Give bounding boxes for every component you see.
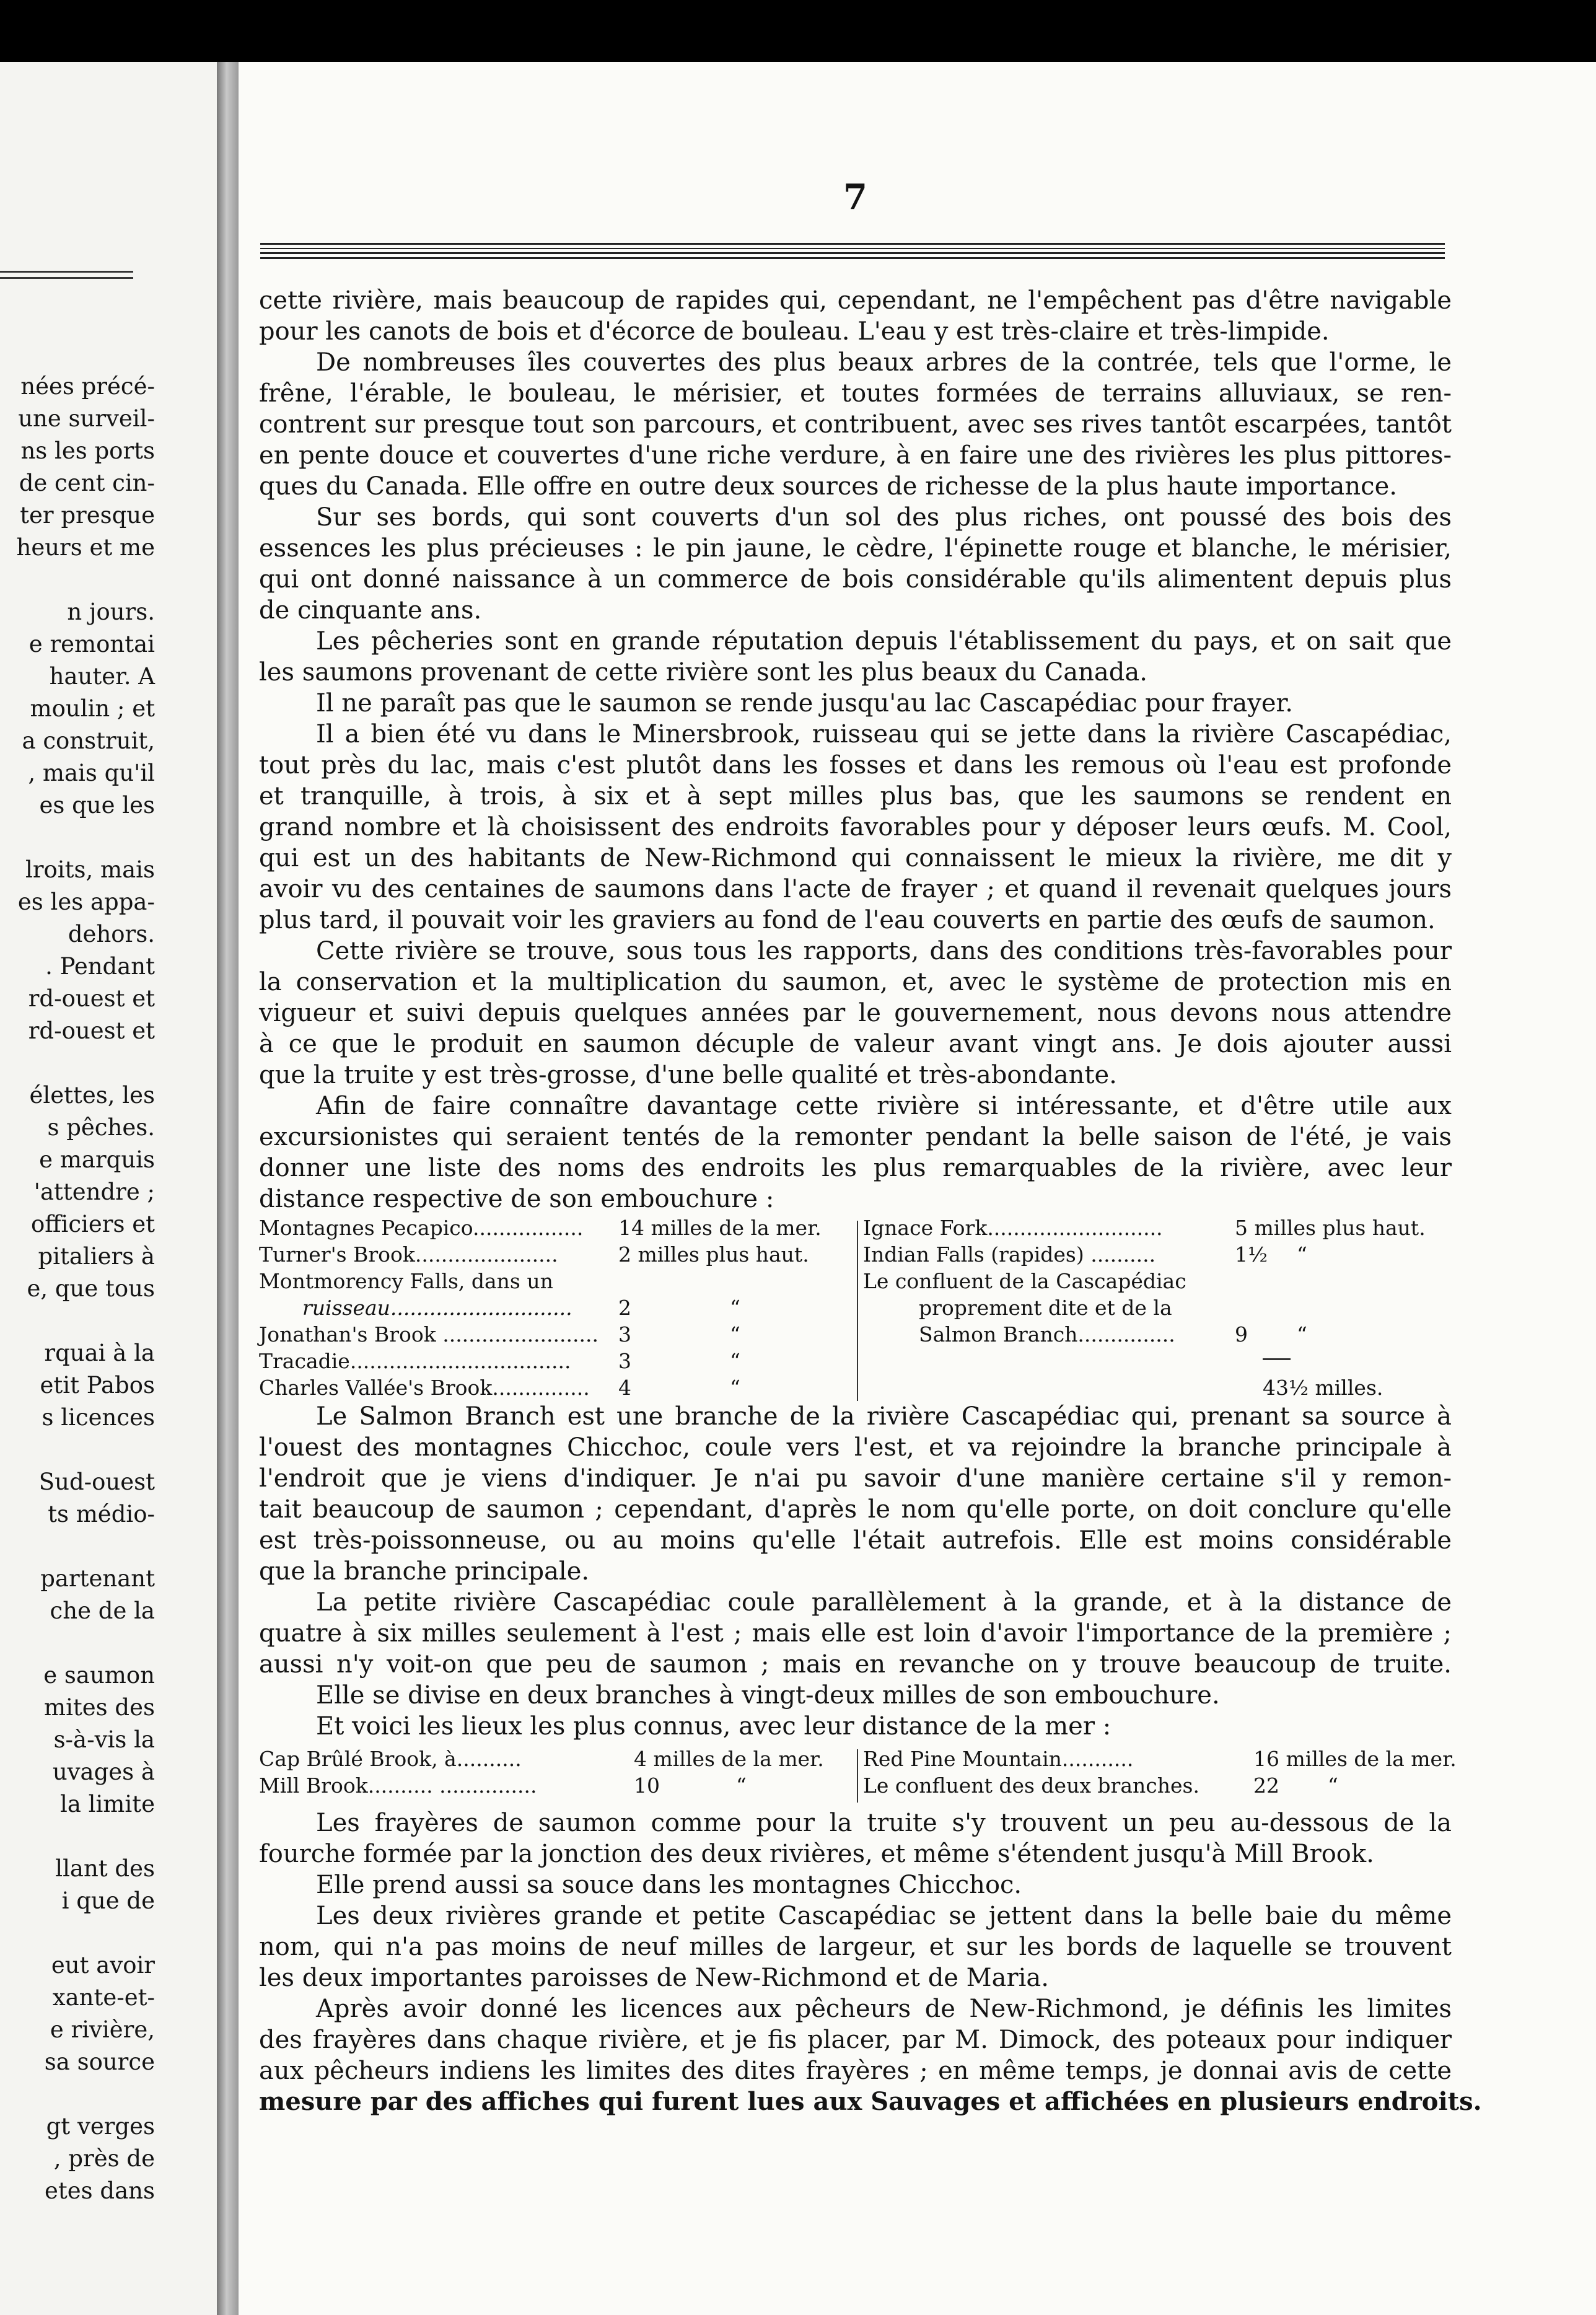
- paragraph-block: [259, 285, 1452, 1215]
- table-row: [259, 1294, 854, 1321]
- place-name: [863, 1376, 870, 1400]
- header-rule: [260, 248, 1445, 249]
- ditto-mark: “: [730, 1376, 740, 1400]
- table-right-column: [863, 1215, 1452, 1401]
- text-line: qui est un des habitants de New-Richmond qui connaissent le mieux la rivière, me dit y: [259, 844, 1452, 872]
- left-page-line: [0, 1305, 217, 1337]
- text-line: les deux importantes paroisses de New-Richmond et de Maria.: [259, 1964, 1049, 1992]
- text-line: Et voici les lieux les plus connus, avec leur distance de la mer :: [316, 1712, 1112, 1741]
- left-page-line: . Pendant: [45, 953, 155, 980]
- left-page-line: [0, 1627, 217, 1659]
- left-page-line: gt verges: [46, 2113, 155, 2140]
- distance-value: 2: [618, 1296, 631, 1320]
- left-page-rule: [0, 277, 133, 279]
- left-page-fragment: [0, 62, 217, 2315]
- distance-value: 22: [1253, 1773, 1279, 1798]
- header-rule: [260, 252, 1445, 254]
- book-gutter: [217, 62, 239, 2315]
- place-name: Charles Vallée's Brook...............: [259, 1376, 590, 1400]
- text-line: vigueur et suivi depuis quelques années par le gouvernement, nous devons nous attendre: [259, 999, 1452, 1027]
- place-name: [863, 1349, 870, 1373]
- left-page-line: [0, 1434, 217, 1466]
- text-line: nom, qui n'a pas moins de neuf milles de largeur, et sur les bords de laquelle se trouvent: [259, 1933, 1452, 1961]
- left-page-line: eut avoir: [51, 1952, 155, 1979]
- left-page-line: rd-ouest et: [28, 1017, 155, 1044]
- text-line: aux pêcheurs indiens les limites des dites frayères ; en même temps, je donnai avis de cette: [259, 2057, 1452, 2085]
- body-text: [259, 285, 1482, 2117]
- left-page-line: ts médio-: [48, 1501, 155, 1527]
- place-name: Montagnes Pecapico.................: [259, 1216, 584, 1240]
- table-row: [863, 1268, 1452, 1294]
- left-page-line: che de la: [50, 1597, 155, 1624]
- table-row: [259, 1772, 854, 1799]
- left-page-line: partenant: [40, 1565, 155, 1592]
- ditto-mark: “: [730, 1296, 740, 1320]
- left-page-line: [0, 2078, 217, 2111]
- distance-value: 4 milles de la mer.: [634, 1747, 824, 1771]
- left-page-rule: [0, 271, 133, 273]
- table-row: [863, 1215, 1452, 1241]
- ditto-mark: “: [730, 1349, 740, 1373]
- left-page-line: e saumon: [43, 1662, 155, 1689]
- text-line: tait beaucoup de saumon ; cependant, d'après le nom qu'elle porte, on doit conclure qu'elle: [259, 1495, 1452, 1524]
- left-page-line: n jours.: [67, 599, 155, 625]
- table-row: [863, 1241, 1452, 1268]
- ditto-mark: “: [1297, 1242, 1307, 1267]
- text-line: à ce que le produit en saumon décuple de valeur avant vingt ans. Je dois ajouter aussi: [259, 1030, 1452, 1058]
- left-page-line: a construit,: [22, 727, 155, 754]
- table-row: [863, 1746, 1457, 1772]
- left-page-line: 'attendre ;: [33, 1179, 155, 1205]
- left-page-line: , près de: [53, 2145, 155, 2172]
- table-row: [259, 1746, 854, 1772]
- left-page-line: Sud-ouest: [38, 1469, 155, 1495]
- table-row: [863, 1772, 1452, 1799]
- left-page-line: es les appa-: [17, 889, 155, 915]
- left-page-line: mites des: [43, 1694, 155, 1721]
- left-page-line: ter presque: [20, 502, 155, 529]
- text-line: Elle prend aussi sa souce dans les montagnes Chicchoc.: [316, 1871, 1022, 1899]
- text-line: Les deux rivières grande et petite Cascapédiac se jettent dans la belle baie du même: [316, 1902, 1452, 1930]
- left-page-line: hauter. A: [49, 663, 155, 690]
- text-line: en pente douce et couvertes d'une riche verdure, à en faire une des rivières les plus pittores-: [259, 441, 1452, 470]
- text-line: cette rivière, mais beaucoup de rapides qui, cependant, ne l'empêchent pas d'être navigable: [259, 286, 1452, 315]
- place-distance-table: [259, 1746, 1457, 1808]
- left-page-line: llant des: [55, 1855, 155, 1882]
- text-line: tout près du lac, mais c'est plutôt dans les fosses et dans les remous où l'eau est profonde: [259, 751, 1452, 780]
- text-line: Les frayères de saumon comme pour la truite s'y trouvent un peu au-dessous de la: [316, 1809, 1452, 1837]
- text-line: la conservation et la multiplication du saumon, et, avec le système de protection mis en: [259, 968, 1452, 996]
- table-divider: [857, 1749, 858, 1803]
- distance-value: 2 milles plus haut.: [618, 1242, 809, 1267]
- text-line: qui ont donné naissance à un commerce de bois considérable qu'ils alimentent depuis plus: [259, 565, 1452, 594]
- place-name: Turner's Brook......................: [259, 1242, 558, 1267]
- text-line: et tranquille, à trois, à six et à sept milles plus bas, que les saumons se rendent en: [259, 782, 1452, 810]
- left-page-line: pitaliers à: [38, 1243, 155, 1270]
- left-page-line: ns les ports: [20, 437, 155, 464]
- left-page-line: dehors.: [68, 921, 155, 947]
- place-name: Mill Brook.......... ...............: [259, 1773, 537, 1798]
- ditto-mark: “: [736, 1773, 747, 1798]
- left-page-line: s licences: [42, 1404, 155, 1431]
- header-rule: [260, 257, 1445, 259]
- text-line: l'ouest des montagnes Chicchoc, coule vers l'est, et va rejoindre la branche principale à: [259, 1433, 1452, 1462]
- left-page-line: [0, 1917, 217, 1949]
- text-line: Afin de faire connaître davantage cette rivière si intéressante, et d'être utile aux: [316, 1092, 1452, 1120]
- left-page-line: rquai à la: [44, 1340, 155, 1366]
- table-row: [863, 1374, 1452, 1401]
- text-line: essences les plus précieuses : le pin jaune, le cèdre, l'épinette rouge et blanche, le mérisier,: [259, 534, 1452, 563]
- left-page-line: etit Pabos: [40, 1372, 155, 1399]
- left-page-line: i que de: [61, 1887, 155, 1914]
- table-row: [863, 1348, 1452, 1374]
- place-name: Red Pine Mountain...........: [863, 1747, 1134, 1771]
- place-name: Jonathan's Brook ........................: [259, 1322, 598, 1346]
- place-name: Salmon Branch...............: [919, 1322, 1175, 1346]
- left-page-line: officiers et: [30, 1211, 155, 1237]
- distance-value: 5 milles plus haut.: [1235, 1216, 1426, 1240]
- left-page-line: sa source: [44, 2049, 155, 2075]
- place-name: Indian Falls (rapides) ..........: [863, 1242, 1156, 1267]
- place-name: Ignace Fork...........................: [863, 1216, 1163, 1240]
- left-page-line: xante-et-: [52, 1984, 155, 2011]
- left-page-line: etes dans: [45, 2177, 155, 2204]
- left-page-line: [0, 1531, 217, 1563]
- text-line: quatre à six milles seulement à l'est ; mais elle est loin d'avoir l'importance de la première ;: [259, 1619, 1452, 1648]
- text-line: l'endroit que je viens d'indiquer. Je n'ai pu savoir d'une manière certaine s'il y remon-: [259, 1464, 1452, 1493]
- table-row: [259, 1374, 854, 1401]
- table-row: [259, 1321, 854, 1348]
- place-name: Cap Brûlé Brook, à..........: [259, 1747, 522, 1771]
- text-line: Le Salmon Branch est une branche de la rivière Cascapédiac qui, prenant sa source à: [316, 1402, 1452, 1431]
- text-line: excursionistes qui seraient tentés de la remonter pendant la belle saison de l'été, je vais: [259, 1123, 1452, 1151]
- place-name: Montmorency Falls, dans un: [259, 1269, 553, 1293]
- text-line: les saumons provenant de cette rivière sont les plus beaux du Canada.: [259, 658, 1147, 687]
- table-left-column: [259, 1746, 854, 1799]
- ditto-mark: “: [1297, 1322, 1307, 1346]
- left-page-line: [0, 1821, 217, 1853]
- text-line: De nombreuses îles couvertes des plus beaux arbres de la contrée, tels que l'orme, le: [316, 348, 1452, 377]
- left-page-line: élettes, les: [29, 1082, 155, 1109]
- left-page-line: moulin ; et: [30, 695, 155, 722]
- distance-value: 14 milles de la mer.: [618, 1216, 822, 1240]
- left-page-line: [0, 822, 217, 854]
- distance-value: 1½: [1235, 1242, 1268, 1267]
- ditto-mark: “: [730, 1322, 740, 1346]
- text-line: aussi n'y voit-on que peu de saumon ; mais en revanche on y trouve beaucoup de truite.: [259, 1650, 1452, 1679]
- left-page-line: e, que tous: [27, 1275, 155, 1302]
- left-page-line: e rivière,: [50, 2016, 155, 2043]
- text-line: contrent sur presque tout son parcours, et contribuent, avec ses rives tantôt escarpées, tantôt: [259, 410, 1452, 439]
- table-right-column: [863, 1746, 1457, 1799]
- text-line: La petite rivière Cascapédiac coule parallèlement à la grande, et à la distance de: [316, 1588, 1452, 1617]
- table-row: [863, 1321, 1452, 1348]
- left-page-line: e marquis: [39, 1146, 155, 1173]
- left-page-line: rd-ouest et: [28, 985, 155, 1012]
- text-line: de cinquante ans.: [259, 596, 482, 625]
- text-line: distance respective de son embouchure :: [259, 1185, 774, 1213]
- left-page-line: [0, 1047, 217, 1079]
- left-page-line: une surveil-: [18, 405, 155, 432]
- place-name: Le confluent de la Cascapédiac: [863, 1269, 1186, 1293]
- paragraph-block: [259, 1401, 1452, 1742]
- place-distance-table: [259, 1215, 1452, 1401]
- left-page-line: nées précé-: [20, 373, 155, 400]
- paragraph-block: [259, 1808, 1482, 2117]
- text-line: Cette rivière se trouve, sous tous les rapports, dans des conditions très-favorables pour: [316, 937, 1452, 965]
- table-row: [259, 1348, 854, 1374]
- distance-value: 3: [618, 1322, 631, 1346]
- left-page-line: de cent cin-: [19, 470, 155, 496]
- header-rule: [260, 243, 1445, 245]
- main-page: [239, 62, 1596, 2315]
- page-number: 7: [843, 177, 867, 217]
- text-line: donner une liste des noms des endroits les plus remarquables de la rivière, avec leur: [259, 1154, 1452, 1182]
- text-line: que la truite y est très-grosse, d'une belle qualité et très-abondante.: [259, 1061, 1117, 1089]
- total-rule: [1263, 1358, 1291, 1360]
- left-page-line: e remontai: [28, 631, 155, 657]
- text-line: fourche formée par la jonction des deux rivières, et même s'étendent jusqu'à Mill Brook.: [259, 1840, 1374, 1868]
- text-line: avoir vu des centaines de saumons dans l'acte de frayer ; et quand il revenait quelques jours: [259, 875, 1452, 903]
- text-line: grand nombre et là choisissent des endroits favorables pour y déposer leurs œufs. M. Cool,: [259, 813, 1452, 841]
- text-line: que la branche principale.: [259, 1557, 590, 1586]
- text-line: mesure par des affiches qui furent lues aux Sauvages et affichées en plusieurs endroits.: [259, 2087, 1482, 2116]
- table-row: [863, 1294, 1452, 1321]
- table-row: [259, 1215, 854, 1241]
- text-line: Elle se divise en deux branches à vingt-deux milles de son embouchure.: [316, 1681, 1220, 1710]
- place-name: ruisseau............................: [302, 1296, 572, 1320]
- left-page-line: lroits, mais: [25, 856, 155, 883]
- text-line: des frayères dans chaque rivière, et je fis placer, par M. Dimock, des poteaux pour indiquer: [259, 2026, 1452, 2054]
- ditto-mark: “: [1328, 1773, 1338, 1798]
- text-line: est très-poissonneuse, ou au moins qu'elle l'était autrefois. Elle est moins considérable: [259, 1526, 1452, 1555]
- distance-value: 10: [634, 1773, 660, 1798]
- table-row: [259, 1241, 854, 1268]
- text-line: pour les canots de bois et d'écorce de bouleau. L'eau y est très-claire et très-limpide.: [259, 317, 1330, 346]
- table-divider: [857, 1221, 858, 1401]
- text-line: Après avoir donné les licences aux pêcheurs de New-Richmond, je définis les limites: [316, 1995, 1452, 2023]
- left-page-line: , mais qu'il: [28, 760, 155, 786]
- distance-value: 3: [618, 1349, 631, 1373]
- text-line: ques du Canada. Elle offre en outre deux sources de richesse de la plus haute importance.: [259, 472, 1397, 501]
- place-name: Tracadie..................................: [259, 1349, 571, 1373]
- distance-value: 9: [1235, 1322, 1248, 1346]
- text-line: frêne, l'érable, le bouleau, le mérisier, et toutes formées de terrains alluviaux, se ren-: [259, 379, 1452, 408]
- place-name: proprement dite et de la: [919, 1296, 1172, 1320]
- text-line: Il ne paraît pas que le saumon se rende jusqu'au lac Cascapédiac pour frayer.: [316, 689, 1293, 718]
- left-page-line: s-à-vis la: [53, 1726, 155, 1753]
- left-page-line: [0, 564, 217, 596]
- left-page-line: heurs et me: [16, 534, 155, 561]
- text-line: Les pêcheries sont en grande réputation depuis l'établissement du pays, et on sait que: [316, 627, 1452, 656]
- place-name: Le confluent des deux branches.: [863, 1773, 1199, 1798]
- left-page-line: la limite: [59, 1791, 155, 1817]
- left-page-line: uvages à: [52, 1759, 155, 1785]
- distance-value: 4: [618, 1376, 631, 1400]
- left-page-text: [0, 371, 217, 2207]
- left-page-line: s pêches.: [47, 1114, 155, 1141]
- text-line: Sur ses bords, qui sont couverts d'un sol des plus riches, ont poussé des bois des: [316, 503, 1452, 532]
- distance-value: 43½ milles.: [1263, 1376, 1383, 1400]
- text-line: plus tard, il pouvait voir les graviers au fond de l'eau couverts en partie des œufs de saumon.: [259, 906, 1436, 934]
- distance-value: 16 milles de la mer.: [1253, 1747, 1457, 1771]
- left-page-line: es que les: [39, 792, 155, 819]
- text-line: Il a bien été vu dans le Minersbrook, ruisseau qui se jette dans la rivière Cascapédiac,: [316, 720, 1452, 749]
- table-left-column: [259, 1215, 854, 1401]
- table-row: [259, 1268, 854, 1294]
